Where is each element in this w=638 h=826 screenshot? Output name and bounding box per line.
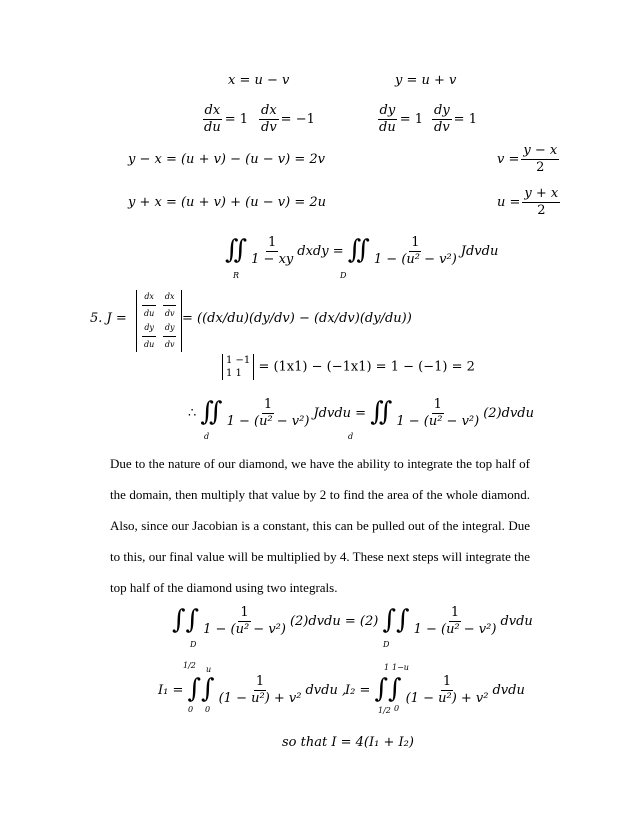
double-integral-icon: ∬	[347, 234, 370, 265]
v-solution: v = $\frac{y - x}{2}$	[497, 143, 558, 175]
dx-du-equation: $\frac{dx}{du}$ = 1	[204, 103, 248, 135]
dy-du-equation: $\frac{dy}{du}$ = 1	[379, 103, 423, 135]
double-integral-icon: ∬	[225, 234, 248, 265]
region-d-small-label: d	[348, 432, 354, 441]
y-plus-x-equation: y + x = (u + v) + (u − v) = 2u	[128, 195, 326, 210]
double-integral-icon: ∬	[200, 396, 223, 427]
region-d-label: D	[383, 640, 390, 649]
final-relation: so that I = 4(I₁ + I₂)	[282, 735, 414, 750]
i2-lower-inner-limit: 0	[394, 704, 400, 713]
i1-lower-outer-limit: 0	[188, 705, 194, 714]
region-r-label: R	[233, 271, 240, 280]
i1-lower-inner-limit: 0	[205, 705, 211, 714]
therefore-integral-equation: ∴ ∬ $\frac{1}{\text{1 − (u² − v²)}}$ Jdvdu = ∬ $\frac{1}{\text{1 − (u² − v²)}}$ (2)dvdu	[188, 396, 534, 429]
i1-upper-outer-limit: 1/2	[183, 661, 196, 670]
i2-upper-inner-limit: 1−u	[392, 663, 409, 672]
integral-icon: ∫∫	[382, 604, 410, 635]
change-of-variables-equation: ∬ $\frac{1}{1 - xy}$ dxdy = ∬ $\frac{1}{\text{1 − (u² − v²)}}$ Jdvdu	[225, 234, 499, 267]
integral-icon: ∫∫	[374, 673, 402, 704]
i2-integral: I₂ = ∫∫ $\frac{1}{\text{(1 − u²) + v²}}$ dvdu	[345, 673, 525, 706]
region-d-label: D	[340, 271, 347, 280]
dy-dv-equation: $\frac{dy}{dv}$ = 1	[434, 103, 477, 135]
i2-lower-outer-limit: 1/2	[378, 706, 391, 715]
integral-icon: ∫∫	[172, 604, 200, 635]
region-d-small-label: d	[204, 432, 210, 441]
region-d-label: D	[190, 640, 197, 649]
i2-upper-outer-limit: 1	[384, 663, 390, 672]
u-solution: u = $\frac{y + x}{2}$	[497, 186, 559, 218]
explanation-paragraph: Due to the nature of our diamond, we have the ability to integrate the top half of the domain, then multiply that value by 2 to find the area of the whole diamond. Also, since our Jacobian is a constant, this can be pulled out of the integral. Due to this, our final value will be multiplied by 4. These next steps will integrate the top half of the diamond using two integrals.	[110, 456, 530, 595]
double-integral-icon: ∬	[370, 396, 393, 427]
top-half-integral-equation: ∫∫ $\frac{1}{\text{1 − (u² − v²)}}$ (2)dvdu = (2) ∫∫ $\frac{1}{\text{1 − (u² − v²)}}$ dvdu	[172, 604, 533, 637]
i1-upper-inner-limit: u	[206, 665, 212, 674]
x-definition: x = u − v	[228, 73, 290, 88]
determinant-evaluation: 1 −1 1 1 = (1x1) − (−1x1) = 1 − (−1) = 2	[222, 354, 475, 380]
jacobian-determinant: $\frac{dx}{du}$ $\frac{dx}{dv}$ $\frac{dy}{du}$ $\frac{dy}{dv}$	[136, 290, 182, 352]
integral-icon: ∫∫	[187, 673, 215, 704]
y-definition: y = u + v	[395, 73, 457, 88]
i1-integral: I₁ = ∫∫ $\frac{1}{\text{(1 − u²) + v²}}$ dvdu ,	[158, 673, 347, 706]
jacobian-label: 5. J =	[90, 311, 127, 326]
jacobian-expansion: = ((dx/du)(dy/dv) − (dx/dv)(dy/du))	[182, 311, 412, 326]
y-minus-x-equation: y − x = (u + v) − (u − v) = 2v	[128, 152, 325, 167]
dx-dv-equation: $\frac{dx}{dv}$ = −1	[261, 103, 315, 135]
